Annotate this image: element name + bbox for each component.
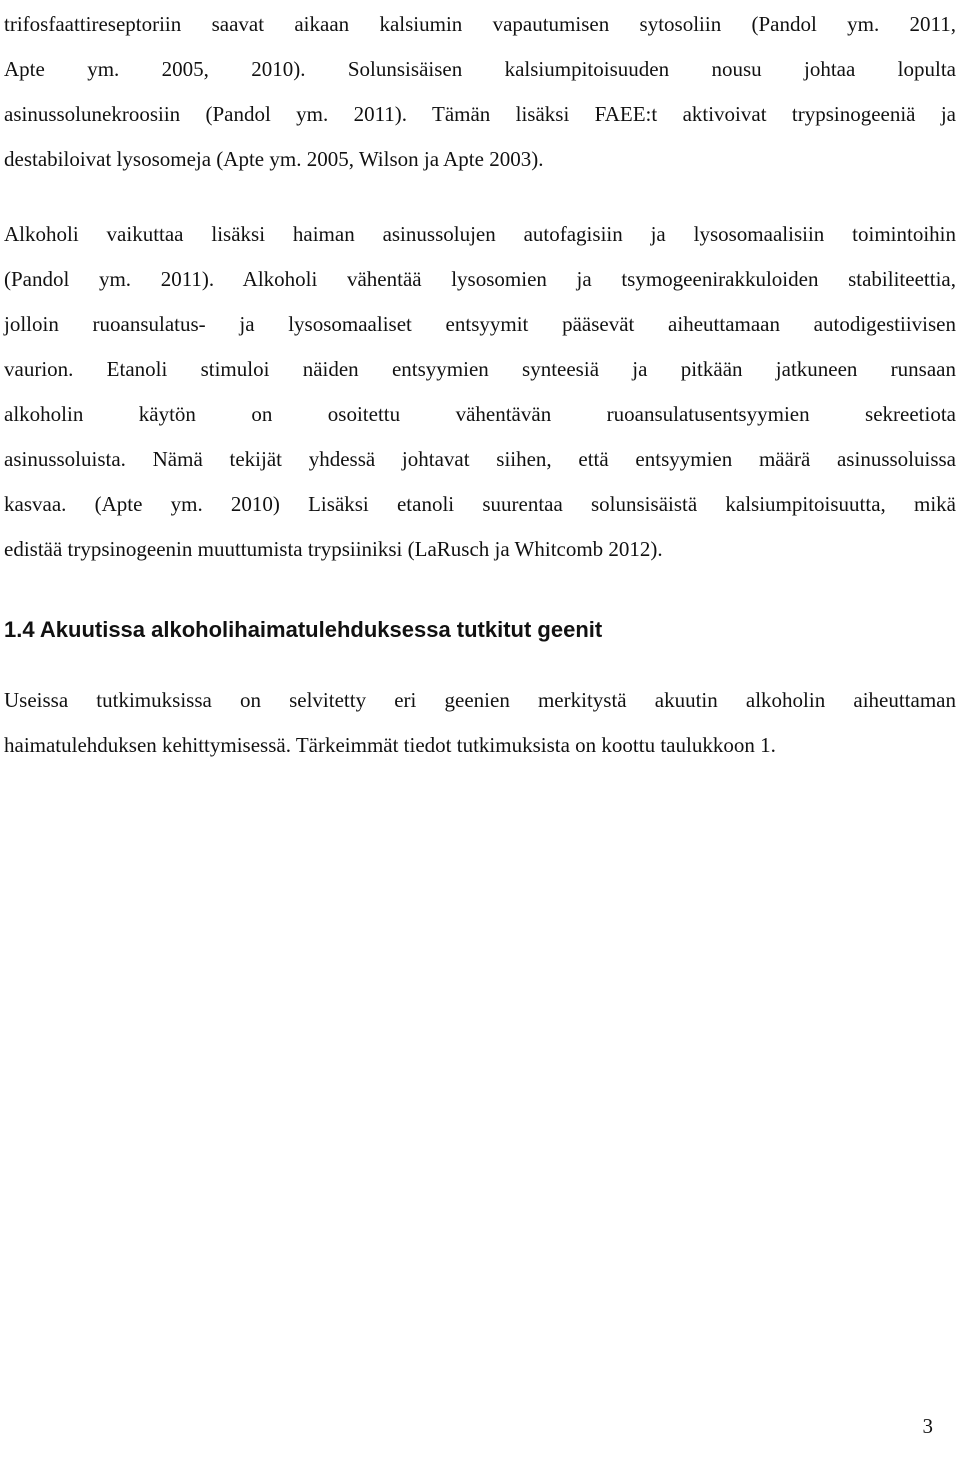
text-line: Apte ym. 2005, 2010). Solunsisäisen kalsiumpitoisuuden nousu johtaa lopulta — [4, 57, 956, 81]
text-line: destabiloivat lysosomeja (Apte ym. 2005, Wilson ja Apte 2003). — [4, 147, 544, 171]
page-number: 3 — [922, 1414, 933, 1438]
text-line: (Pandol ym. 2011). Alkoholi vähentää lysosomien ja tsymogeenirakkuloiden stabiliteettia, — [4, 267, 956, 291]
text-line: vaurion. Etanoli stimuloi näiden entsyymien synteesiä ja pitkään jatkuneen runsaan — [4, 357, 956, 381]
text-line: alkoholin käytön on osoitettu vähentävän ruoansulatusentsyymien sekreetiota — [4, 402, 956, 426]
paragraph-gene-studies — [4, 678, 956, 768]
section-heading: 1.4 Akuutissa alkoholihaimatulehduksessa tutkitut geenit — [4, 617, 603, 642]
text-line: Useissa tutkimuksissa on selvitetty eri geenien merkitystä akuutin alkoholin aiheuttaman — [4, 688, 956, 712]
text-line: jolloin ruoansulatus- ja lysosomaaliset entsyymit pääsevät aiheuttamaan autodigestiivisen — [4, 312, 956, 336]
text-line: edistää trypsinogeenin muuttumista trypsiiniksi (LaRusch ja Whitcomb 2012). — [4, 537, 663, 561]
text-line: Alkoholi vaikuttaa lisäksi haiman asinussolujen autofagisiin ja lysosomaalisiin toimintoihin — [4, 222, 956, 246]
text-line: asinussolunekroosiin (Pandol ym. 2011). Tämän lisäksi FAEE:t aktivoivat trypsinogeeniä ja — [4, 102, 956, 126]
text-line: haimatulehduksen kehittymisessä. Tärkeimmät tiedot tutkimuksista on koottu taulukkoon 1. — [4, 733, 776, 757]
text-line: asinussoluista. Nämä tekijät yhdessä johtavat siihen, että entsyymien määrä asinussoluissa — [4, 447, 956, 471]
text-line: trifosfaattireseptoriin saavat aikaan kalsiumin vapautumisen sytosoliin (Pandol ym. 2011, — [4, 12, 956, 36]
text-line: kasvaa. (Apte ym. 2010) Lisäksi etanoli suurentaa solunsisäistä kalsiumpitoisuutta, mikä — [4, 492, 956, 516]
paragraph-calcium-release — [4, 2, 956, 182]
paragraph-autophagy-effects — [4, 212, 956, 572]
